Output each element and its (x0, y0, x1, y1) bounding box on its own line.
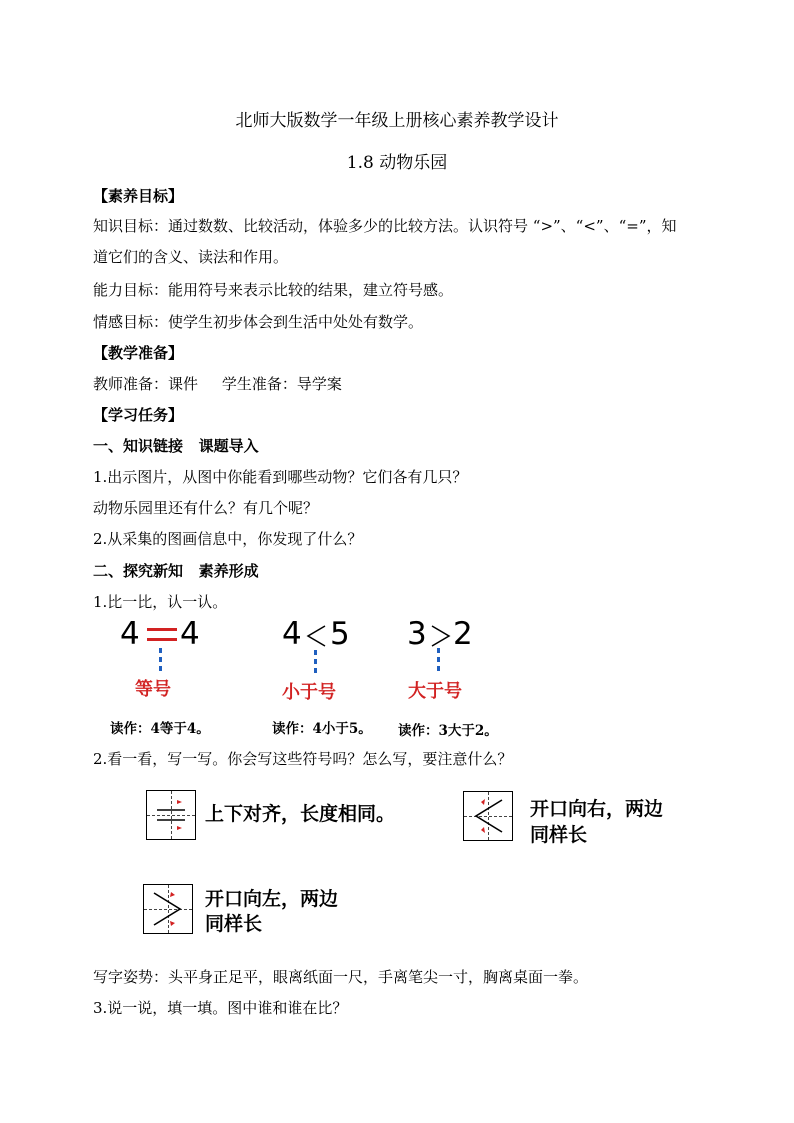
part2-heading: 二、探究新知 素养形成 (93, 562, 259, 580)
document-title: 北师大版数学一年级上册核心素养教学设计 (235, 111, 559, 131)
greater-than-symbol (430, 624, 452, 648)
greater-writing-tip-line1: 开口向左，两边 (205, 888, 339, 910)
tasks-heading: 【学习任务】 (93, 406, 184, 424)
greater-sign-name: 大于号 (408, 681, 462, 702)
part1-question1: 1.出示图片，从图中你能看到哪些动物？它们各有几只？ (93, 468, 468, 486)
goals-heading: 【素养目标】 (93, 187, 184, 205)
less-sign-name: 小于号 (282, 682, 336, 703)
part1-question2: 2.从采集的图画信息中，你发现了什么？ (93, 530, 363, 548)
prep-text: 教师准备：课件 学生准备：导学案 (93, 375, 342, 393)
less-writing-tip-line1: 开口向右，两边 (530, 798, 664, 820)
part2-question3: 3.说一说，填一填。图中谁和谁在比？ (93, 999, 348, 1017)
lesson-title: 1.8 动物乐园 (346, 153, 448, 173)
prep-heading: 【教学准备】 (93, 344, 184, 362)
equal-left-number: 4 (120, 616, 140, 652)
writing-posture: 写字姿势：头平身正足平，眼离纸面一尺，手离笔尖一寸，胸离桌面一拳。 (93, 968, 589, 986)
equal-dotted-pointer (159, 648, 162, 675)
equal-stroke-guide-icon (147, 791, 195, 839)
goal-ability: 能力目标：能用符号来表示比较的结果，建立符号感。 (93, 281, 454, 299)
goal-knowledge-line2: 道它们的含义、读法和作用。 (93, 248, 289, 266)
equal-sign-name: 等号 (135, 679, 171, 700)
less-stroke-guide-icon (464, 792, 512, 840)
less-reading: 读作：4小于5。 (272, 721, 372, 737)
equal-reading: 读作：4等于4。 (110, 721, 210, 737)
less-left-number: 4 (282, 616, 302, 652)
equal-writing-grid (146, 790, 196, 840)
less-than-symbol (305, 624, 327, 648)
goal-knowledge-line1: 知识目标：通过数数、比较活动，体验多少的比较方法。认识符号 “>”、“<”、“=”，知 (93, 217, 677, 235)
less-right-number: 5 (330, 616, 350, 652)
greater-right-number: 2 (453, 616, 473, 652)
greater-reading: 读作：3大于2。 (398, 723, 498, 739)
part2-question1: 1.比一比，认一认。 (93, 593, 228, 611)
greater-writing-tip-line2: 同样长 (205, 913, 263, 935)
greater-left-number: 3 (407, 616, 427, 652)
equal-writing-tip: 上下对齐，长度相同。 (205, 803, 396, 825)
greater-dotted-pointer (437, 648, 440, 675)
goal-emotion: 情感目标：使学生初步体会到生活中处处有数学。 (93, 313, 424, 331)
part1-heading: 一、知识链接 课题导入 (93, 437, 259, 455)
greater-stroke-guide-icon (144, 885, 192, 933)
equal-sign-symbol (146, 626, 178, 646)
part2-question2: 2.看一看，写一写。你会写这些符号吗？怎么写，要注意什么？ (93, 750, 513, 768)
less-writing-tip-line2: 同样长 (530, 824, 588, 846)
less-writing-grid (463, 791, 513, 841)
part1-question1b: 动物乐园里还有什么？有几个呢？ (93, 499, 319, 517)
equal-right-number: 4 (180, 616, 200, 652)
greater-writing-grid (143, 884, 193, 934)
less-dotted-pointer (314, 650, 317, 677)
